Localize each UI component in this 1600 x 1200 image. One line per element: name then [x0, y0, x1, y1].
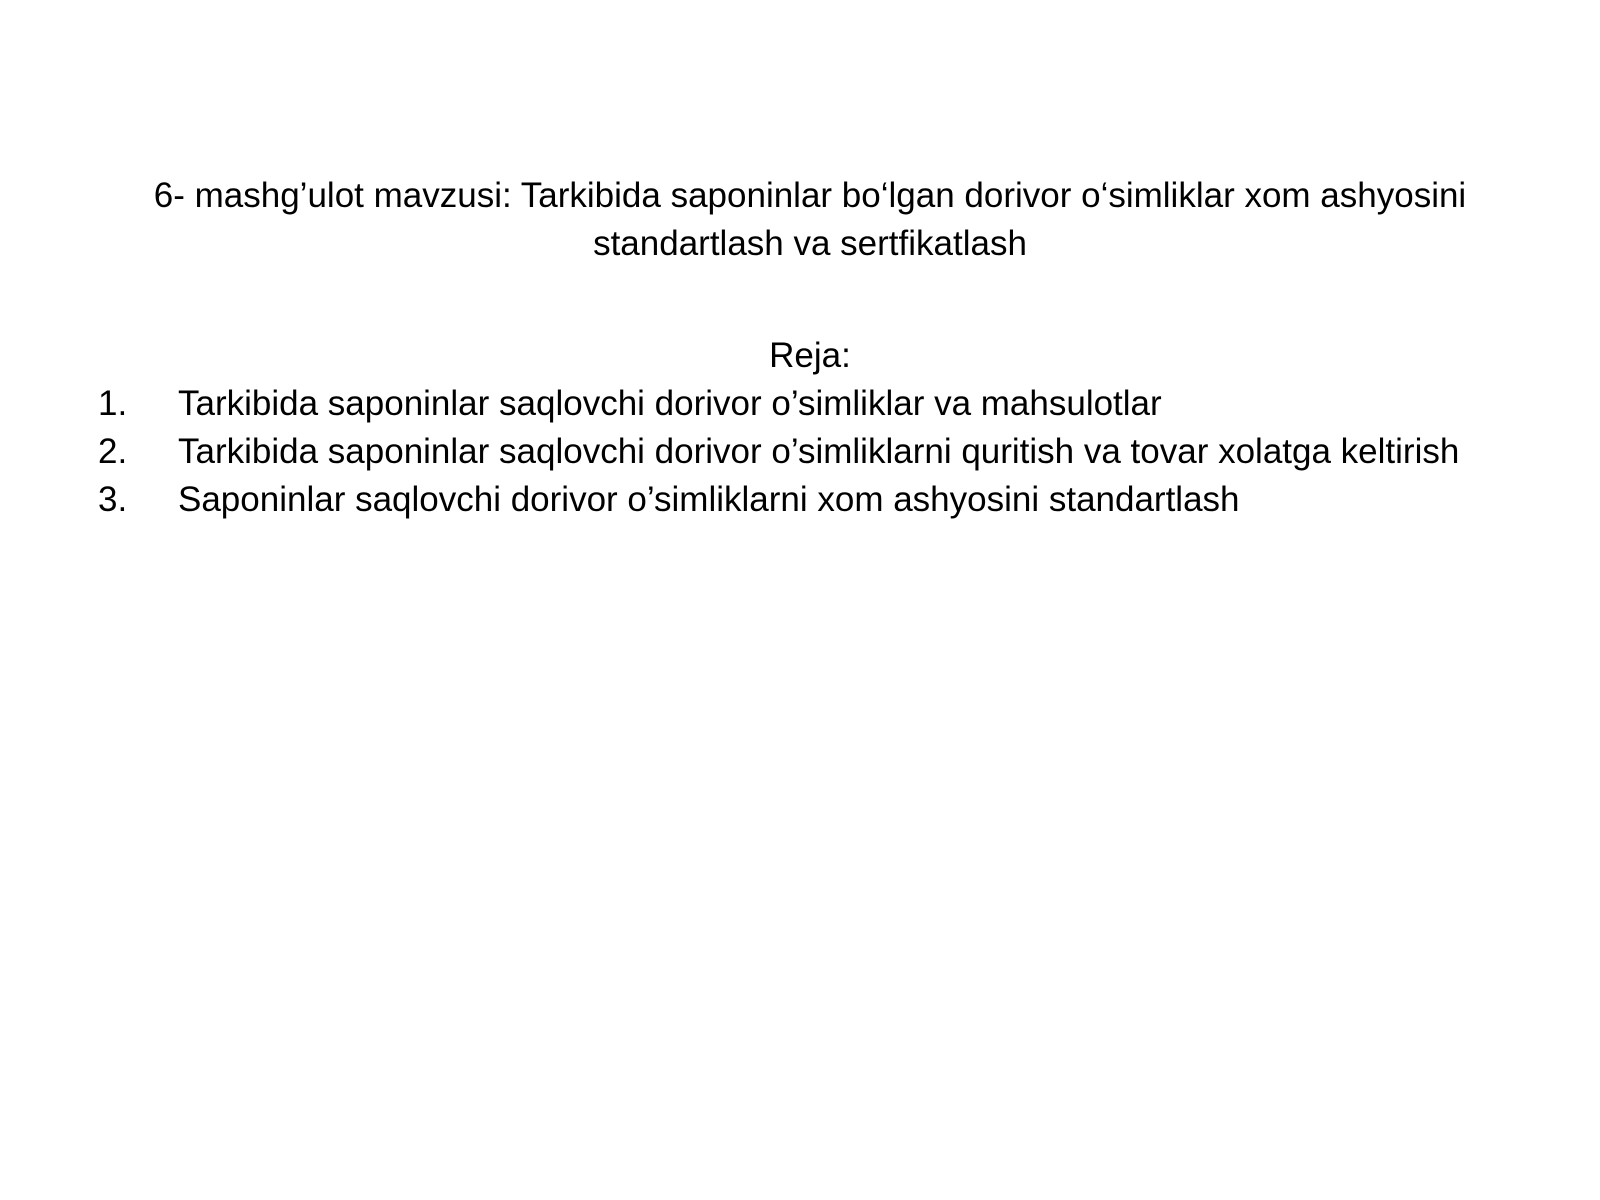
slide-title-line-1: 6- mashg’ulot mavzusi: Tarkibida saponinlar bo‘lgan dorivor o‘simliklar xom ashyosini — [153, 176, 1467, 215]
plan-list — [98, 380, 1522, 524]
plan-item-3 — [98, 476, 1522, 524]
plan-item-text: Tarkibida saponinlar saqlovchi dorivor o’simliklar va mahsulotlar — [178, 384, 1162, 423]
plan-item-number: 2. — [98, 432, 128, 471]
plan-heading: Reja: — [769, 336, 851, 375]
plan-item-text: Saponinlar saqlovchi dorivor o’simliklarni xom ashyosini standartlash — [178, 480, 1240, 519]
plan-item-2 — [98, 428, 1522, 476]
plan-item-text: Tarkibida saponinlar saqlovchi dorivor o’simliklarni quritish va tovar xolatga keltirish — [178, 432, 1460, 471]
plan-item-number: 3. — [98, 480, 128, 519]
plan-item-1 — [98, 380, 1522, 428]
slide-title-line-2: standartlash va sertfikatlash — [593, 224, 1027, 263]
slide-title — [100, 172, 1520, 268]
plan-item-number: 1. — [98, 384, 128, 423]
